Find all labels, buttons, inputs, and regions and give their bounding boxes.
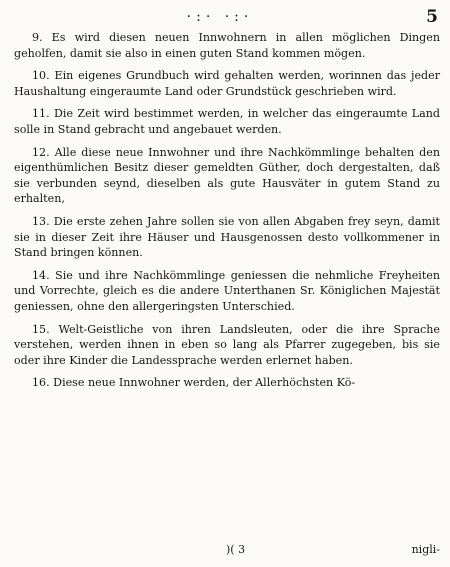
paragraph-11: 11. Die Zeit wird bestimmet werden, in welcher das eingeraumte Land solle in Stand gebracht und angebauet werden. bbox=[14, 107, 440, 136]
paragraph-13: 13. Die erste zehen Jahre sollen sie von allen Abgaben frey seyn, damit sie in dieser Zeit ihre Häuser und Hausgenossen desto vollkommener in Stand bringen können. bbox=[14, 214, 440, 260]
paragraph-16: 16. Diese neue Innwohner werden, der Allerhöchsten Kö- bbox=[32, 376, 356, 390]
page-footer bbox=[14, 543, 440, 559]
page-number: 5 bbox=[426, 7, 438, 27]
page-header bbox=[0, 7, 450, 27]
header-ornament: ·:· ·:· bbox=[186, 9, 254, 25]
paragraph-15: 15. Welt-Geistliche von ihren Landsleuten, oder die ihre Sprache verstehen, werden ihnen in eben so lang als Pfarrer zugegeben, bis sie oder ihre Kinder die Landessprache werden erlernet haben. bbox=[14, 322, 440, 367]
paragraph-9: 9. Es wird diesen neuen Innwohnern in allen möglichen Dingen geholfen, damit sie also in einen guten Stand kommen mögen. bbox=[14, 31, 440, 60]
text-body bbox=[14, 30, 440, 398]
paragraph-14: 14. Sie und ihre Nachkömmlinge geniessen die nehmliche Freyheiten und Vorrechte, gleich es die andere Unterthanen Sr. Königlichen Majestät geniessen, ohne den allergeringsten Unterschied. bbox=[14, 268, 440, 313]
paragraph-10: 10. Ein eigenes Grundbuch wird gehalten werden, worinnen das jeder Haushaltung eingeraumte Land oder Grundstück geschrieben wird. bbox=[14, 69, 440, 98]
paragraph-12: 12. Alle diese neue Innwohner und ihre Nachkömmlinge behalten den eigenthümlichen Besitz dieser gemeldten Güther, doch dergestalten, daß sie verbunden seynd, dieselben als gute Hausväter in gutem Stand zu erhalten, bbox=[14, 145, 440, 206]
catchword: nigli- bbox=[411, 543, 440, 556]
signature-mark: )( 3 bbox=[226, 543, 246, 556]
